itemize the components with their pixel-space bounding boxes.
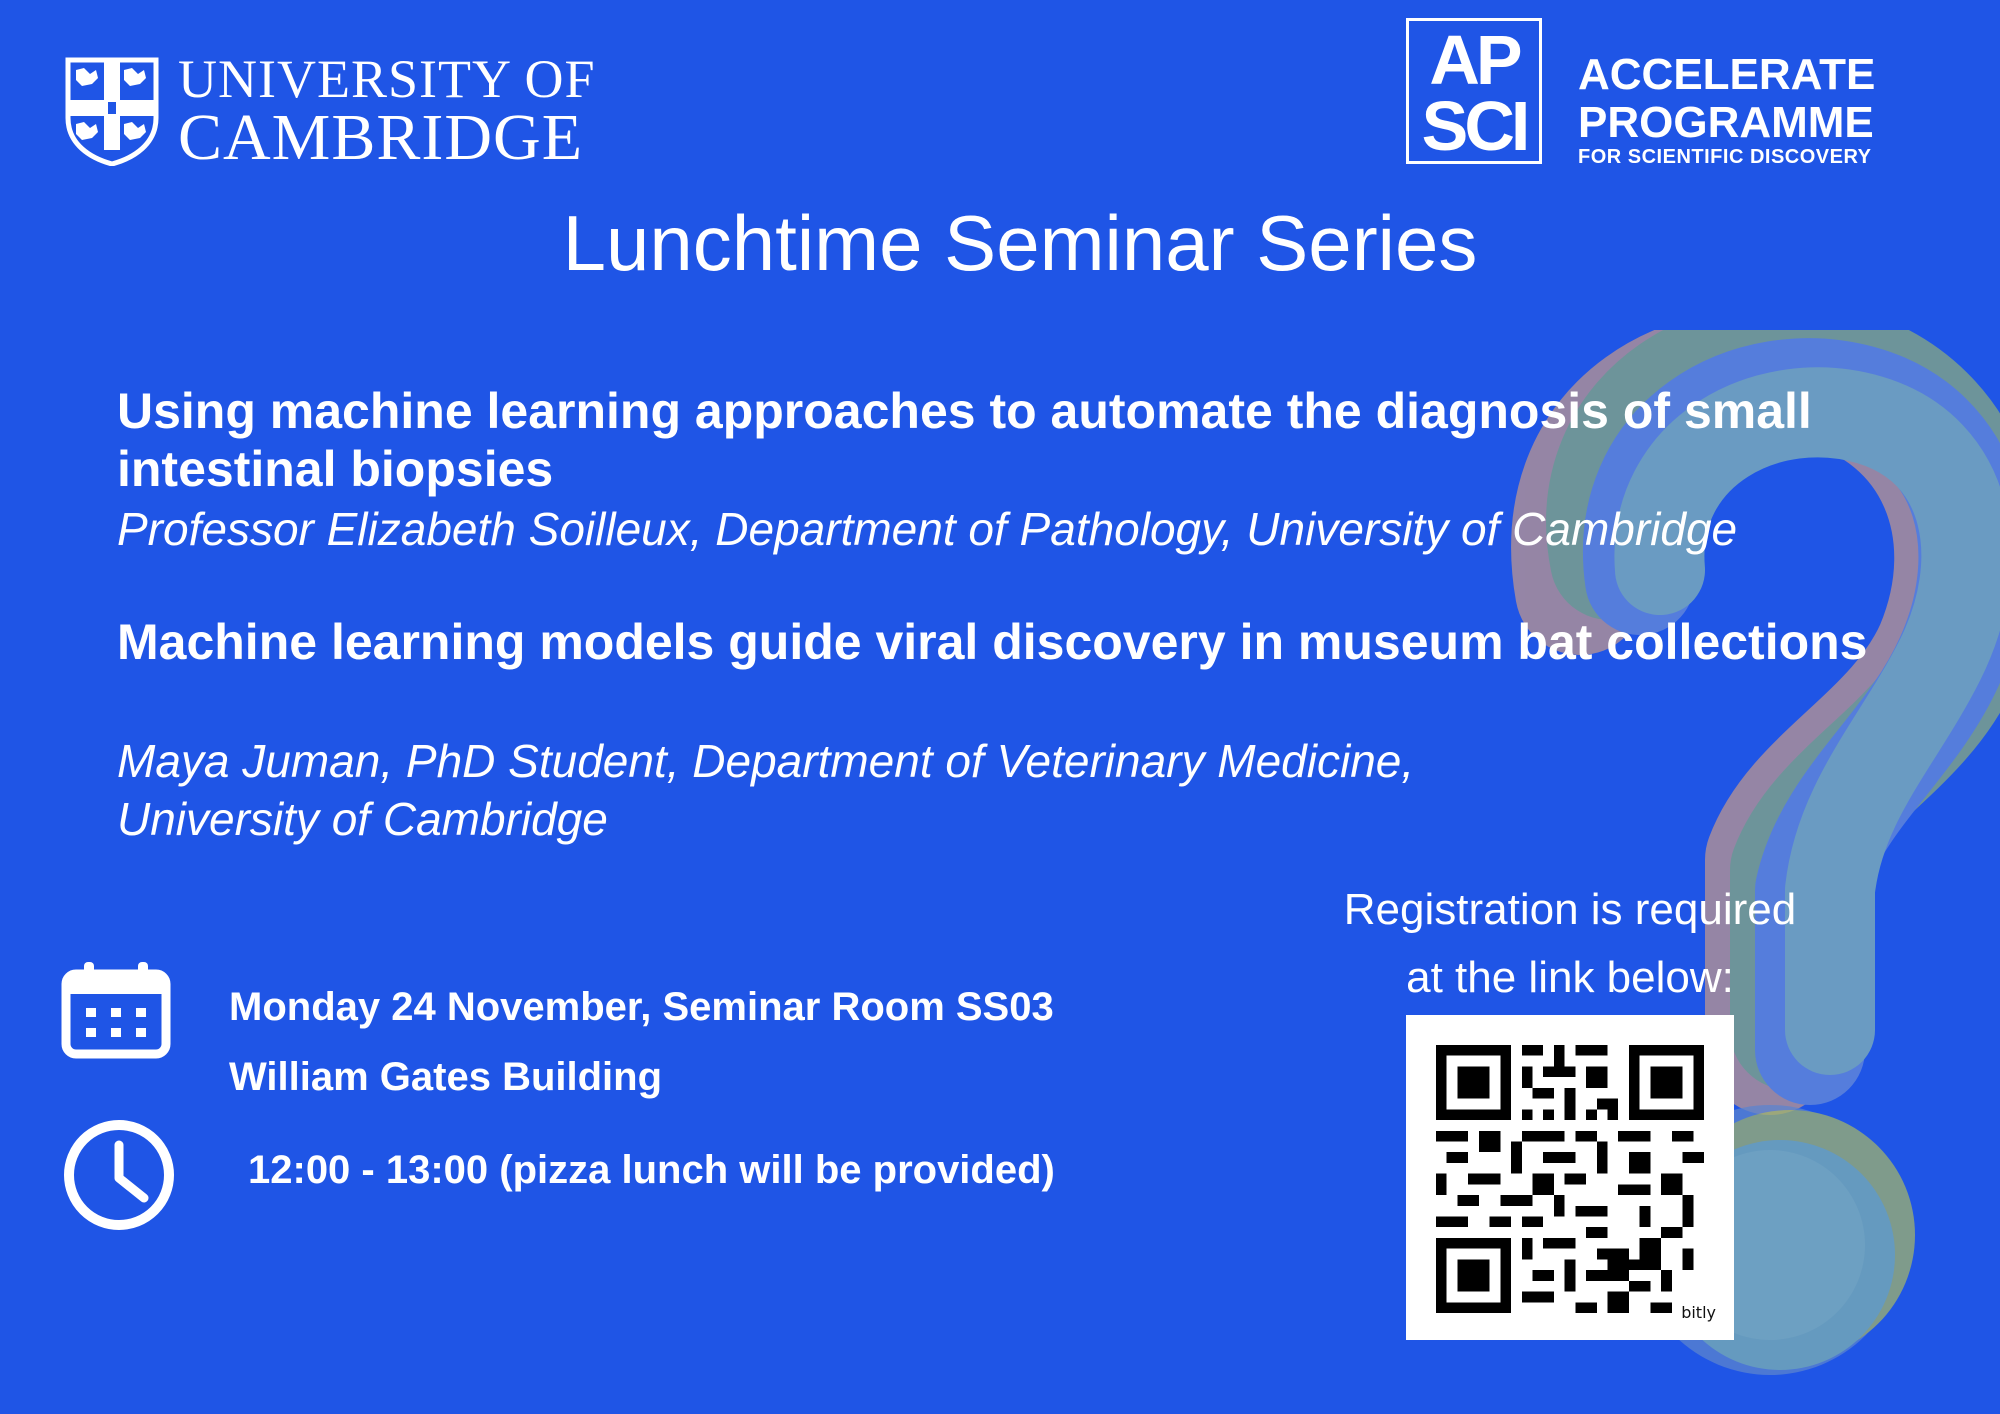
qr-code-icon[interactable] [1436,1045,1704,1313]
university-logo-line1: UNIVERSITY OF [178,49,596,109]
apsci-logo-line3: FOR SCIENTIFIC DISCOVERY [1578,146,1872,168]
page-title: Lunchtime Seminar Series [562,199,1478,287]
registration-note-line2: at the link below: [1406,953,1734,1002]
registration-note-line1: Registration is required [1343,885,1797,934]
coat-of-arms-icon [64,56,160,166]
apsci-logo-letters-bottom: SCI [1421,87,1527,165]
event-date-location: Monday 24 November, Seminar Room SS03 [229,985,1054,1029]
clock-icon [62,1118,176,1232]
apsci-logo-box [1406,18,1542,164]
talk-title: Using machine learning approaches to automate the diagnosis of small intestinal biopsies [117,383,1812,497]
talk-title: Machine learning models guide viral discovery in museum bat collections [117,614,1868,670]
talk-speaker: Professor Elizabeth Soilleux, Department of Pathology, University of Cambridge [117,503,1738,555]
university-logo-line2: CAMBRIDGE [178,101,584,174]
event-time: 12:00 - 13:00 (pizza lunch will be provided) [248,1148,1055,1192]
apsci-logo-letters-top: AP [1429,21,1519,99]
apsci-logo-line2: PROGRAMME [1578,98,1874,147]
talk-speaker: Maya Juman, PhD Student, Department of Veterinary Medicine, University of Cambridge [117,735,1415,845]
registration-qr-code[interactable] [1406,1015,1734,1340]
qr-code-label: bitly [1681,1303,1716,1322]
event-building: William Gates Building [229,1055,663,1099]
calendar-icon [60,960,172,1060]
apsci-logo-line1: ACCELERATE [1578,50,1876,99]
